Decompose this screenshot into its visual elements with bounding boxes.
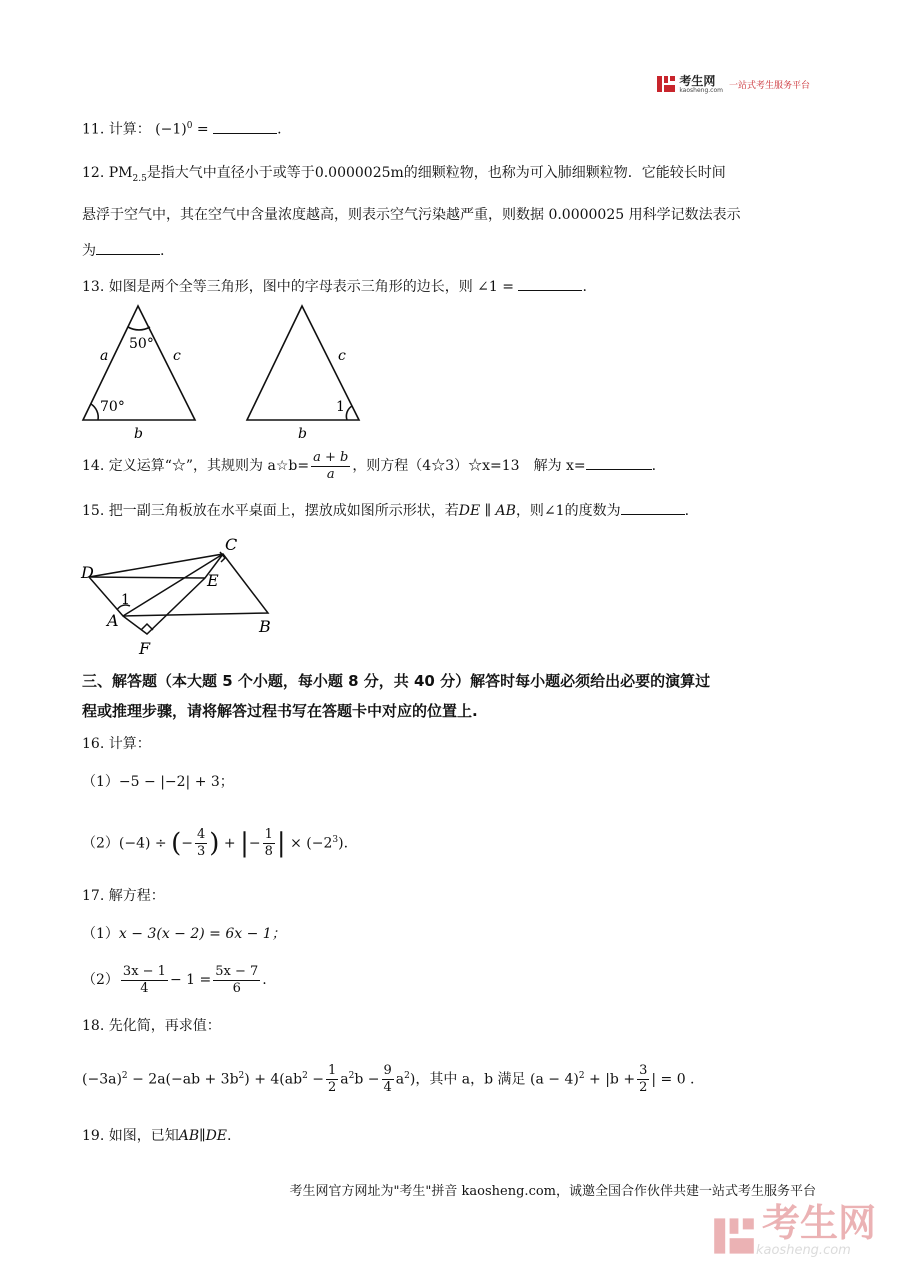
q15-text1: 把一副三角板放在水平桌面上，摆放成如图所示形状，若 xyxy=(108,503,459,519)
t1-side-b: b xyxy=(134,426,143,442)
q18-e6: b − xyxy=(354,1071,380,1088)
q13-answer-blank[interactable] xyxy=(518,276,582,291)
t1-side-a: a xyxy=(100,348,109,364)
q16-p2-frac1: $\frac{4}{3}$ xyxy=(197,827,206,860)
q16-p2-label: （2） xyxy=(82,835,119,852)
q18-e1: (−3a) xyxy=(82,1071,122,1088)
fig15-label-B: B xyxy=(259,617,271,636)
question-11 xyxy=(82,116,282,140)
q18-c3: | = 0 . xyxy=(651,1071,695,1088)
q13-angle: ∠1 = xyxy=(477,279,514,295)
watermark-logo-icon xyxy=(712,1214,756,1258)
q14-answer-blank[interactable] xyxy=(586,455,652,470)
question-18 xyxy=(82,1016,221,1036)
q17-p1-label: （1） xyxy=(82,926,119,942)
fig15-angle-1: 1 xyxy=(121,592,130,608)
t1-top-angle-arc xyxy=(128,327,150,330)
q12-line3-pre: 为 xyxy=(82,243,96,259)
q16-p2-d: ). xyxy=(338,835,349,852)
q16-p1-expr: −5 − |−2| + 3； xyxy=(118,774,234,790)
q18-e3-exp: 2 xyxy=(302,1071,308,1081)
q18-expression xyxy=(82,1052,695,1104)
q15-angle: ∠1 xyxy=(543,503,565,519)
q18-e5: a xyxy=(340,1071,349,1088)
q19-condition: AB∥DE xyxy=(178,1128,228,1144)
q11-text: 计算： xyxy=(108,121,151,138)
q18-text: 先化简，再求值： xyxy=(108,1018,221,1034)
q18-c1-exp: 2 xyxy=(578,1071,585,1081)
q18-e3: ) + 4(ab xyxy=(244,1071,303,1088)
q19-text: 如图，已知 xyxy=(108,1128,179,1144)
q12-pm: $PM_{2.5}$ xyxy=(108,165,147,184)
q15-text3: 的度数为 xyxy=(564,503,621,519)
q18-c2: + |b + xyxy=(589,1071,636,1088)
q15-condition: DE ∥ AB xyxy=(458,503,516,519)
q16-p1-label: （1） xyxy=(82,774,119,790)
watermark-brand: 考生网 xyxy=(761,1201,876,1245)
q18-e2: − 2a(−ab + 3b xyxy=(132,1071,239,1088)
q12-text2: 的细颗粒物，也称为可入肺细颗粒物．它能较长时间 xyxy=(403,165,726,181)
q14-end: . xyxy=(651,458,657,474)
q18-number: 18. xyxy=(82,1018,105,1034)
question-19 xyxy=(82,1126,231,1146)
t1-side-c: c xyxy=(173,348,181,364)
figure-15-set-squares xyxy=(75,530,295,660)
t2-side-c: c xyxy=(338,348,346,364)
q11-equals: = xyxy=(196,121,209,138)
t2-angle-arc xyxy=(346,406,352,420)
q18-c1: (a − 4) xyxy=(530,1071,579,1088)
q17-text: 解方程： xyxy=(108,888,165,904)
fig15-label-D: D xyxy=(81,563,94,582)
q15-number: 15. xyxy=(82,503,105,519)
q17-p2-frac2: $\frac{5x - 7}{6}$ xyxy=(215,963,259,996)
header-brand-sub: kaosheng.com xyxy=(679,86,723,94)
fig15-label-F: F xyxy=(139,639,151,658)
q15-text2: ，则 xyxy=(515,503,544,519)
question-12-line3 xyxy=(82,240,164,261)
question-12-line1 xyxy=(82,163,726,189)
q11-exponent: 0 xyxy=(186,121,193,131)
t1-top-angle-label: 50° xyxy=(129,336,154,352)
t2-side-b: b xyxy=(298,426,307,442)
q13-number: 13. xyxy=(82,279,105,295)
q18-e4: − xyxy=(312,1071,324,1088)
watermark-sub: kaosheng.com xyxy=(755,1243,851,1258)
section-3-line1: 三、解答题（本大题 5 个小题，每小题 8 分，共 40 分）解答时每小题必须给出必要的演算过 xyxy=(82,672,711,690)
q18-e8: )，其中 a，b 满足 xyxy=(409,1071,526,1088)
q16-p2-c: × (−2 xyxy=(290,835,333,852)
q16-part2: （2）(−4) ÷ (− $\frac{4}{3}$ ) + |− $\frac{1}{8}$ | × $(-2^3)$. xyxy=(82,827,349,860)
q14-number: 14. xyxy=(82,458,105,474)
q16-text: 计算： xyxy=(108,736,151,752)
header-slogan: 一站式考生服务平台 xyxy=(728,80,810,91)
q12-value: 0.0000025m xyxy=(314,165,404,181)
watermark xyxy=(712,1203,876,1258)
q12-line3-end: . xyxy=(160,243,165,259)
header-logo xyxy=(656,74,810,94)
q16-p2-frac2: $\frac{1}{8}$ xyxy=(264,827,273,860)
q19-number: 19. xyxy=(82,1128,105,1144)
question-17 xyxy=(82,886,165,906)
kaosheng-logo-icon xyxy=(656,74,676,94)
q11-number: 11. xyxy=(82,121,105,138)
section-3-line2: 程或推理步骤，请将解答过程书写在答题卡中对应的位置上. xyxy=(82,702,478,720)
q17-p1-expr: x − 3(x − 2) = 6x − 1； xyxy=(118,926,286,942)
q13-end: . xyxy=(582,279,587,295)
q14-text2: ，则方程（4☆3）☆x=13 解为 x= xyxy=(352,458,586,474)
question-16 xyxy=(82,734,151,754)
q16-p2-a: (−4) ÷ xyxy=(118,835,167,852)
question-14 xyxy=(82,446,656,486)
t1-left-angle-label: 70° xyxy=(100,399,125,415)
t1-left-angle-arc xyxy=(91,404,98,420)
q17-p2-frac1: $\frac{3x - 1}{4}$ xyxy=(122,963,166,996)
q16-part1 xyxy=(82,772,234,792)
question-12-line2: 悬浮于空气中，其在空气中含量浓度越高，则表示空气污染越严重，则数据 0.0000025 用科学记数法表示 xyxy=(82,207,741,223)
q11-end: . xyxy=(277,121,282,138)
fig15-label-C: C xyxy=(225,535,238,554)
t2-angle-label: 1 xyxy=(336,399,345,415)
q17-part2 xyxy=(82,958,267,1002)
q11-answer-blank[interactable] xyxy=(213,119,277,134)
q15-answer-blank[interactable] xyxy=(621,500,685,515)
q12-number: 12. xyxy=(82,165,105,181)
q17-p2-label: （2） xyxy=(82,972,119,988)
q16-number: 16. xyxy=(82,736,105,752)
q19-end: . xyxy=(227,1128,232,1144)
q18-e5-exp: 2 xyxy=(348,1071,355,1081)
figure-13-triangles xyxy=(70,298,390,443)
q18-e2-exp: 2 xyxy=(238,1071,245,1081)
q15-end: . xyxy=(684,503,690,519)
q18-e1-exp: 2 xyxy=(121,1071,128,1081)
footer-text: 考生网官方网址为"考生"拼音 kaosheng.com，诚邀全国合作伙伴共建一站式考生服务平台 xyxy=(289,1184,816,1199)
q18-frac3: $\frac{3}{2}$ xyxy=(639,1063,648,1096)
q16-p2-b: + xyxy=(223,835,236,852)
fig15-label-A: A xyxy=(107,611,119,630)
question-13 xyxy=(82,276,587,297)
q11-expr: (−1) xyxy=(155,121,187,138)
q14-fraction: $\frac{a + b}{a}$ xyxy=(313,449,349,482)
header-brand: 考生网 xyxy=(679,73,716,88)
q18-e7-exp: 2 xyxy=(404,1071,410,1081)
q16-p2-exp: 3 xyxy=(332,835,339,845)
q18-frac2: $\frac{9}{4}$ xyxy=(383,1063,392,1096)
q17-number: 17. xyxy=(82,888,105,904)
q12-answer-blank[interactable] xyxy=(96,240,160,255)
q14-text1: 定义运算“☆”，其规则为 a☆b= xyxy=(108,458,310,474)
q18-frac1: $\frac{1}{2}$ xyxy=(327,1063,337,1096)
question-15 xyxy=(82,500,689,521)
q17-p2-end: . xyxy=(262,972,267,988)
q12-text1: 是指大气中直径小于或等于 xyxy=(146,165,315,181)
q18-e7: a xyxy=(395,1071,405,1088)
q17-part1 xyxy=(82,924,286,944)
q13-text: 如图是两个全等三角形，图中的字母表示三角形的边长，则 xyxy=(108,279,473,295)
q17-p2-mid: − 1 = xyxy=(169,972,212,988)
fig15-label-E: E xyxy=(207,571,219,590)
